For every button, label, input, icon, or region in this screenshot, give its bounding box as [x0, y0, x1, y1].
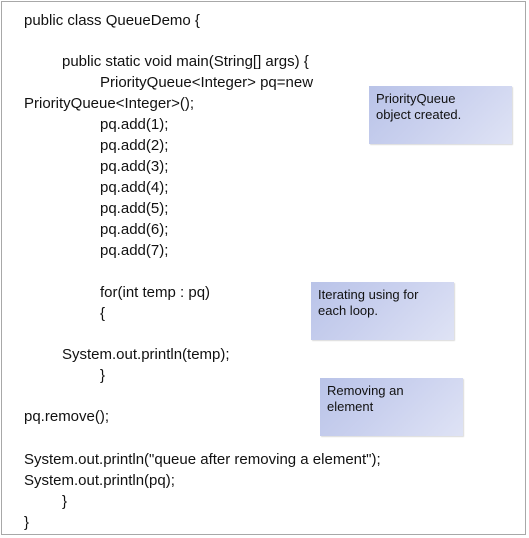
annotation-text: object created. — [376, 107, 462, 122]
code-line: PriorityQueue<Integer> pq=new — [100, 74, 314, 91]
code-line: pq.remove(); — [24, 408, 110, 425]
code-line: } — [24, 514, 30, 531]
code-line: } — [62, 493, 68, 510]
annotation-text: PriorityQueue — [376, 91, 456, 106]
code-line: { — [100, 305, 106, 322]
annotation-iterating — [311, 282, 454, 340]
code-line: System.out.println(pq); — [24, 472, 175, 489]
code-line: pq.add(1); — [100, 116, 169, 133]
annotation-removing — [320, 378, 463, 436]
annotation-text: Removing an — [327, 383, 404, 398]
code-line: PriorityQueue<Integer>(); — [24, 95, 195, 112]
annotation-priorityqueue — [369, 86, 512, 144]
code-line: } — [100, 367, 106, 384]
code-line: System.out.println(temp); — [62, 346, 230, 363]
code-line: pq.add(2); — [100, 137, 169, 154]
code-document — [1, 1, 526, 535]
code-line: public static void main(String[] args) { — [62, 53, 309, 70]
annotation-text: Iterating using for — [318, 287, 419, 302]
code-line: System.out.println("queue after removing a element"); — [24, 451, 381, 468]
annotation-text: each loop. — [318, 303, 378, 318]
code-line: public class QueueDemo { — [24, 12, 200, 29]
code-line: pq.add(4); — [100, 179, 169, 196]
code-line: pq.add(7); — [100, 242, 169, 259]
code-line: pq.add(5); — [100, 200, 169, 217]
code-line: pq.add(6); — [100, 221, 169, 238]
code-line: for(int temp : pq) — [100, 284, 211, 301]
code-line: pq.add(3); — [100, 158, 169, 175]
annotation-text: element — [327, 399, 374, 414]
